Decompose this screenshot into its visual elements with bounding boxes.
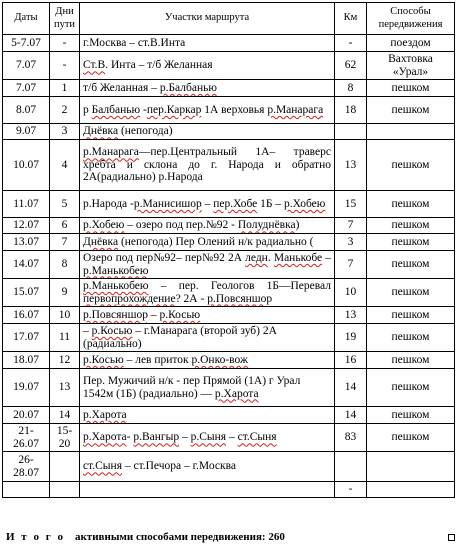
cell-day: 11	[50, 324, 80, 352]
route-segment: – ст.Печора – г.Москва	[121, 460, 236, 473]
header-route: Участки маршрута	[80, 3, 335, 35]
route-segment: –	[147, 308, 160, 321]
route-segment: р.Манькобею	[83, 280, 149, 292]
cell-day	[50, 482, 80, 498]
route-segment: (непогода)	[118, 125, 173, 138]
table-row	[3, 52, 455, 80]
cell-date: 10.07	[3, 140, 50, 191]
route-segment: Полуднёвка	[237, 219, 296, 232]
route-segment: ? 2А -	[175, 292, 208, 305]
table-row	[3, 307, 455, 324]
cell-route	[80, 251, 335, 279]
route-segment: р.Сыня	[190, 431, 227, 444]
route-segment: Манькобе	[273, 252, 323, 264]
cell-km: 14	[335, 369, 367, 407]
route-segment: р.Хобею	[83, 219, 125, 232]
table-row	[3, 407, 455, 424]
cell-method: пешком	[367, 279, 455, 307]
route-segment: р.Народа -	[83, 197, 134, 210]
cell-date: 7.07	[3, 80, 50, 97]
cell-route	[80, 35, 335, 52]
cell-km: 16	[335, 352, 367, 369]
route-segment: пер.Хобе	[213, 197, 258, 210]
cell-day: 6	[50, 218, 80, 234]
cell-day: 12	[50, 352, 80, 369]
table-row	[3, 251, 455, 279]
route-segment: –	[322, 252, 332, 264]
route-segment: – лев приток	[123, 353, 192, 366]
cell-route	[80, 424, 335, 452]
cell-date: 26-28.07	[3, 452, 50, 482]
route-segment: -	[140, 103, 147, 116]
table-row	[3, 80, 455, 97]
cell-km: 7	[335, 251, 367, 279]
total-lead: И т о г о	[6, 531, 65, 543]
cell-date: 15.07	[3, 279, 50, 307]
cell-day: -	[50, 35, 80, 52]
cell-method: пешком	[367, 407, 455, 424]
cell-method: пешком	[367, 140, 455, 191]
route-segment: р.Харота	[83, 431, 127, 444]
route-segment: р.Онко-вож	[191, 353, 248, 366]
cell-km: 3	[335, 234, 367, 251]
cell-method: пешком	[367, 251, 455, 279]
cell-km: 14	[335, 407, 367, 424]
route-segment: Днёвка	[83, 235, 119, 248]
cell-day: 4	[50, 140, 80, 191]
cell-method: пешком	[367, 424, 455, 452]
cell-method: пешком	[367, 97, 455, 124]
cell-route	[80, 482, 335, 498]
route-segment: ледн	[245, 252, 268, 264]
cell-date: 5-7.07	[3, 35, 50, 52]
cell-method: поездом	[367, 35, 455, 52]
table-row	[3, 140, 455, 191]
route-segment: р.Косью	[83, 353, 124, 366]
route-segment: 1А верховья	[201, 103, 268, 116]
route-segment: р.Манарага	[83, 146, 139, 159]
route-segment: р	[83, 103, 92, 116]
route-segment: –	[201, 197, 214, 210]
cell-km	[335, 452, 367, 482]
cell-date: 19.07	[3, 369, 50, 407]
cell-day: 10	[50, 307, 80, 324]
route-segment: р.Косью	[159, 308, 201, 321]
route-segment: – озеро под пер.№92 -	[124, 219, 238, 232]
route-segment: –	[179, 431, 191, 444]
cell-method: пешком	[367, 307, 455, 324]
cell-km: 18	[335, 97, 367, 124]
header-day: Дни пути	[50, 3, 80, 35]
cell-route	[80, 369, 335, 407]
cell-route	[80, 80, 335, 97]
route-segment: –	[83, 325, 92, 337]
cell-route	[80, 234, 335, 251]
cell-km: 83	[335, 424, 367, 452]
cell-day: 5	[50, 191, 80, 218]
table-row	[3, 369, 455, 407]
cell-km: 19	[335, 324, 367, 352]
cell-date: 13.07	[3, 234, 50, 251]
cell-km	[335, 124, 367, 140]
header-date: Даты	[3, 3, 50, 35]
table-row	[3, 191, 455, 218]
cell-method: пешком	[367, 234, 455, 251]
route-segment: – г.Манарага (второй зуб) 2А (радиально)	[83, 325, 277, 350]
total-text: активными способами передвижения: 260	[74, 531, 285, 543]
route-segment: -	[126, 431, 134, 444]
cell-day: -	[50, 52, 80, 80]
route-segment: р.Хобею	[284, 197, 326, 210]
route-segment: первопрохождение	[83, 292, 176, 305]
route-segment: ст.Сыня	[237, 431, 277, 444]
cell-date: 7.07	[3, 52, 50, 80]
route-segment: Ст.В	[83, 59, 106, 72]
cell-day: 14	[50, 407, 80, 424]
route-segment: 1Б –	[257, 197, 285, 210]
cell-date: 14.07	[3, 251, 50, 279]
cell-day: 2	[50, 97, 80, 124]
total-line	[6, 531, 285, 543]
table-row	[3, 35, 455, 52]
cell-km: 62	[335, 52, 367, 80]
cell-km: -	[335, 482, 367, 498]
cell-date: 18.07	[3, 352, 50, 369]
table-row	[3, 352, 455, 369]
cell-km: -	[335, 35, 367, 52]
table-row	[3, 424, 455, 452]
table-row	[3, 324, 455, 352]
cell-route	[80, 324, 335, 352]
cell-km: 13	[335, 307, 367, 324]
route-segment: г.Москва – ст.В.Инта	[83, 36, 186, 49]
cell-route	[80, 52, 335, 80]
route-segment: р.Манькобею	[83, 264, 149, 277]
route-segment: – пер. Геологов 1Б—Перевал	[148, 280, 331, 292]
cell-method: Вахтовка «Урал»	[367, 52, 455, 80]
route-segment: р.Харота	[83, 408, 127, 421]
route-segment: )	[295, 219, 300, 232]
cell-day: 13	[50, 369, 80, 407]
table-row	[3, 124, 455, 140]
route-segment: Пер. Мужичий н/к - пер Прямой (1А) г Урал 1542м (1Б) (радиально) —	[83, 375, 301, 400]
cell-date: 16.07	[3, 307, 50, 324]
cell-date: 9.07	[3, 124, 50, 140]
cell-method	[367, 124, 455, 140]
route-segment: т/б Желанная –	[83, 81, 160, 94]
route-table	[2, 2, 455, 498]
cell-route	[80, 218, 335, 234]
cell-day: 8	[50, 251, 80, 279]
route-segment: р.Повсяншор	[207, 292, 273, 305]
cell-km: 13	[335, 140, 367, 191]
cell-day: 7	[50, 234, 80, 251]
cell-km: 15	[335, 191, 367, 218]
table-row	[3, 452, 455, 482]
cell-date	[3, 482, 50, 498]
table-row	[3, 218, 455, 234]
route-segment: . Инта – т/б Желанная	[105, 59, 213, 72]
cell-day: 3	[50, 124, 80, 140]
cell-date: 20.07	[3, 407, 50, 424]
route-segment: р.Харота	[214, 387, 259, 400]
route-segment: р.Косью	[91, 325, 133, 337]
cell-route	[80, 279, 335, 307]
cell-km: 7	[335, 218, 367, 234]
cell-method: пешком	[367, 191, 455, 218]
table-row	[3, 482, 455, 498]
table-row	[3, 279, 455, 307]
cell-method: пешком	[367, 352, 455, 369]
header-km: Км	[335, 3, 367, 35]
header-method: Способы передвижения	[367, 3, 455, 35]
route-segment: Балбанью	[91, 103, 141, 116]
route-segment: р.Вангыр	[133, 431, 180, 444]
cell-route	[80, 407, 335, 424]
route-segment: –	[226, 431, 238, 444]
table-corner-marker	[448, 534, 455, 541]
cell-method: пешком	[367, 218, 455, 234]
route-segment: р.Манисишор	[133, 197, 202, 210]
route-segment: (непогода) Пер Олений н/к радиально (	[118, 235, 314, 248]
cell-date: 11.07	[3, 191, 50, 218]
route-segment: р.Балбанью	[159, 81, 217, 94]
cell-day: 15-20	[50, 424, 80, 452]
cell-route	[80, 140, 335, 191]
cell-day: 9	[50, 279, 80, 307]
cell-method: пешком	[367, 369, 455, 407]
cell-method: пешком	[367, 324, 455, 352]
cell-date: 17.07	[3, 324, 50, 352]
cell-day	[50, 452, 80, 482]
cell-km: 10	[335, 279, 367, 307]
cell-date: 12.07	[3, 218, 50, 234]
cell-date: 8.07	[3, 97, 50, 124]
table-row	[3, 97, 455, 124]
route-segment: —пер.Центральный 1А– траверс хребта и склона до г. Народа и обратно 2А(радиально) р.Народа	[83, 146, 331, 184]
cell-route	[80, 97, 335, 124]
cell-day: 1	[50, 80, 80, 97]
route-segment: Днёвка	[83, 125, 119, 138]
route-segment: р.Манарага	[267, 103, 324, 116]
cell-route	[80, 307, 335, 324]
cell-route	[80, 452, 335, 482]
route-segment: ст.Сыня	[83, 460, 122, 473]
route-segment: р.Повсяншор	[83, 308, 148, 321]
cell-date: 21-26.07	[3, 424, 50, 452]
cell-route	[80, 191, 335, 218]
route-segment: пер.Каркар	[146, 103, 202, 116]
header-row	[3, 3, 455, 35]
cell-route	[80, 352, 335, 369]
cell-km: 8	[335, 80, 367, 97]
route-segment: .	[267, 252, 274, 264]
cell-method: пешком	[367, 80, 455, 97]
cell-route	[80, 124, 335, 140]
route-segment: Озеро под пер№92– пер№92 2А	[83, 252, 246, 264]
cell-method	[367, 452, 455, 482]
cell-method	[367, 482, 455, 498]
table-row	[3, 234, 455, 251]
